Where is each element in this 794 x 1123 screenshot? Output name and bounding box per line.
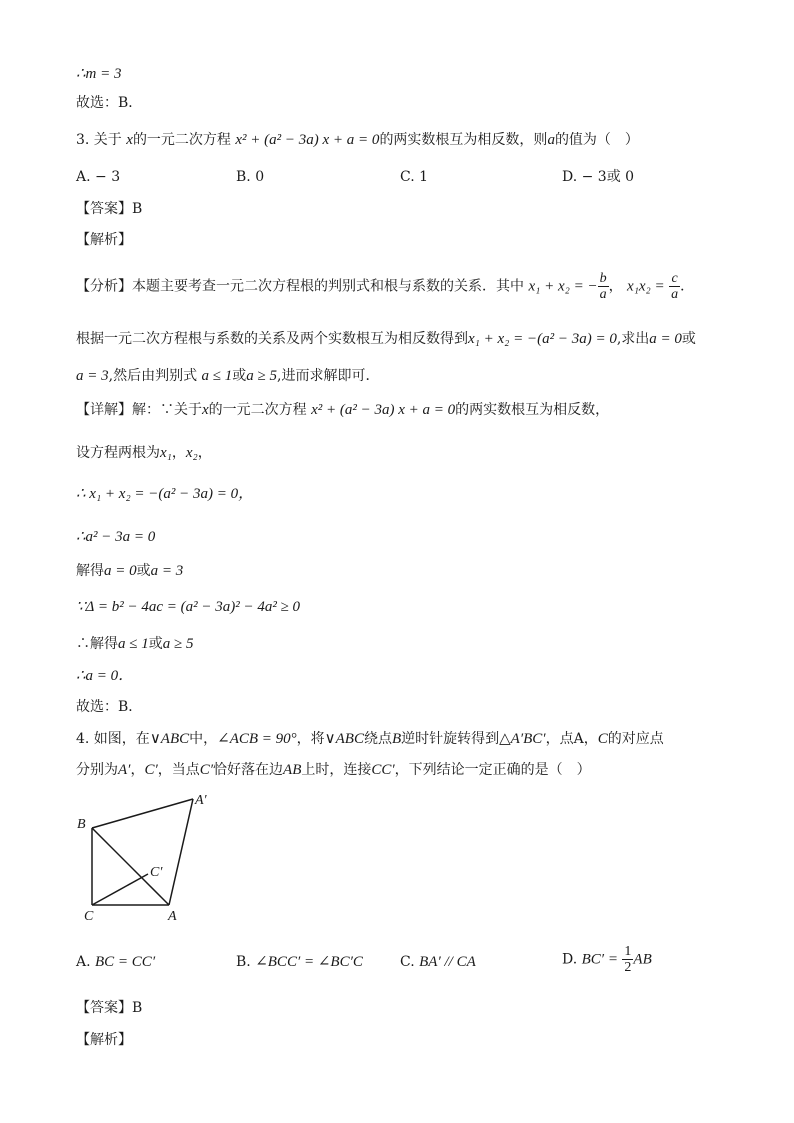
q3-detail: 【详解】解：∵关于x的一元二次方程 x² + (a² − 3a) x + a = 0的两实数根互为相反数， xyxy=(76,402,610,418)
step-a-zero: ∴a = 0． xyxy=(76,668,134,684)
q3-analysis-heading: 【解析】 xyxy=(76,232,132,248)
q3-fenxi: 【分析】本题主要考查一元二次方程根的判别式和根与系数的关系．其中 x₁ + x₂ = − $\frac{b}{a}$ ， x₁x₂ = $\frac{c}{a}$ ． xyxy=(76,271,695,302)
label-A1: A′ xyxy=(195,793,207,808)
segment-A1A xyxy=(169,799,193,905)
question-3-stem: 3. 关于 x的一元二次方程 x² + (a² − 3a) x + a = 0的两实数根互为相反数，则a的值为（ ） xyxy=(76,132,639,148)
geometry-figure xyxy=(70,788,230,928)
fraction-c-over-a: $\frac{c}{a}$ xyxy=(671,271,679,302)
step-choose-b: 故选：B． xyxy=(76,699,143,715)
q3-answer: 【答案】B xyxy=(76,201,143,217)
q3-paragraph-2: a = 3,然后由判别式 a ≤ 1或a ≥ 5,进而求解即可． xyxy=(76,368,380,384)
q3-option-c[interactable]: C. 1 xyxy=(400,169,429,185)
segment-CC1 xyxy=(92,874,148,905)
q3-option-b[interactable]: B. 0 xyxy=(236,169,265,185)
q4-answer: 【答案】B xyxy=(76,1000,143,1016)
fraction-one-half: $\frac{1}{2}$ xyxy=(624,944,632,975)
q4-option-c[interactable]: C. BA′ // CA xyxy=(400,954,476,970)
q3-paragraph-1: 根据一元二次方程根与系数的关系及两个实数根互为相反数得到x₁ + x₂ = −(a² − 3a) = 0,求出a = 0或 xyxy=(76,331,696,347)
question-4-line-2: 分别为A′，C′，当点C′恰好落在边AB上时，连接CC′，下列结论一定正确的是（ ） xyxy=(76,762,591,778)
choose-b-line: 故选：B． xyxy=(76,95,143,111)
q4-option-d[interactable]: D. BC′ = $\frac{1}{2}$ AB xyxy=(562,944,652,975)
fraction-b-over-a: $\frac{b}{a}$ xyxy=(599,271,607,302)
step-discriminant: ∵Δ = b² − 4ac = (a² − 3a)² − 4a² ≥ 0 xyxy=(76,599,301,615)
label-C1: C′ xyxy=(150,865,163,880)
step-roots: 设方程两根为x₁，x₂， xyxy=(76,445,212,461)
step-range: ∴解得a ≤ 1或a ≥ 5 xyxy=(76,636,194,652)
q4-option-b[interactable]: B. ∠BCC′ = ∠BC′C xyxy=(236,954,363,970)
question-4-line-1: 4. 如图，在∨ABC中，∠ACB = 90°，将∨ABC绕点B逆时针旋转得到△A′BC′，点A，C的对应点 xyxy=(76,731,664,747)
label-A: A xyxy=(168,909,177,924)
q4-analysis-heading: 【解析】 xyxy=(76,1032,132,1048)
q3-option-a[interactable]: A. − 3 xyxy=(76,169,121,185)
label-C: C xyxy=(84,909,94,924)
step-solve: 解得a = 0或a = 3 xyxy=(76,563,184,579)
q3-option-d[interactable]: D. − 3或 0 xyxy=(562,169,635,185)
step-eq: ∴a² − 3a = 0 xyxy=(76,529,156,545)
line-m-equals-3: ∴m = 3 xyxy=(76,66,122,82)
segment-BA1 xyxy=(92,799,193,828)
label-B: B xyxy=(77,817,86,832)
q4-option-a[interactable]: A. BC = CC′ xyxy=(76,954,156,970)
step-sum: ∴ x₁ + x₂ = −(a² − 3a) = 0， xyxy=(76,486,254,502)
